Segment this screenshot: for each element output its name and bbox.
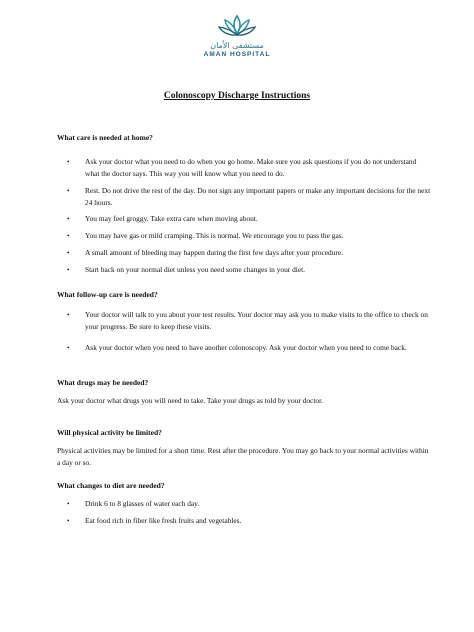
section-heading: What care is needed at home? bbox=[57, 133, 153, 142]
list-item-text: Drink 6 to 8 glasses of water each day. bbox=[85, 499, 200, 508]
bullet-icon: • bbox=[67, 517, 70, 525]
list-item-text: Your doctor will talk to you about your test results. Your doctor may ask you to make visits to the office to check on your progress. Be sure to keep these visits. bbox=[85, 310, 428, 331]
bullet-list bbox=[57, 156, 432, 276]
bullet-icon: • bbox=[67, 500, 70, 508]
lotus-logo-icon bbox=[217, 14, 257, 40]
list-item bbox=[57, 247, 432, 259]
section-diet-changes bbox=[57, 481, 432, 527]
list-item-text: Rest. Do not drive the rest of the day. Do not sign any important papers or make any important decisions for the next 24 hours. bbox=[85, 186, 431, 207]
section-text: Physical activities may be limited for a short time. Rest after the procedure. You may go back to your normal activities within a day or so. bbox=[57, 446, 429, 467]
list-item bbox=[57, 515, 432, 527]
bullet-icon: • bbox=[67, 311, 70, 319]
bullet-icon: • bbox=[67, 187, 70, 195]
list-item bbox=[57, 213, 432, 225]
section-follow-up-care bbox=[57, 290, 432, 354]
section-heading: What follow-up care is needed? bbox=[57, 290, 158, 299]
list-item-text: A small amount of bleeding may happen during the first few days after your procedure. bbox=[85, 248, 343, 257]
list-item bbox=[57, 185, 432, 209]
bullet-list bbox=[57, 498, 432, 527]
section-care-at-home bbox=[57, 133, 432, 276]
bullet-list bbox=[57, 309, 432, 354]
list-item-text: You may feel groggy. Take extra care when moving about. bbox=[85, 214, 258, 223]
bullet-icon: • bbox=[67, 158, 70, 166]
list-item bbox=[57, 342, 432, 354]
list-item bbox=[57, 156, 432, 180]
list-item-text: You may have gas or mild cramping. This is normal. We encourage you to pass the gas. bbox=[85, 231, 344, 240]
section-heading: What drugs may be needed? bbox=[57, 378, 149, 387]
list-item-text: Eat food rich in fiber like fresh fruits and vegetables. bbox=[85, 516, 242, 525]
list-item bbox=[57, 230, 432, 242]
hospital-logo bbox=[0, 14, 474, 59]
bullet-icon: • bbox=[67, 344, 70, 352]
list-item bbox=[57, 264, 432, 276]
bullet-icon: • bbox=[67, 249, 70, 257]
section-heading: Will physical activity be limited? bbox=[57, 428, 162, 437]
list-item-text: Start back on your normal diet unless you need some changes in your diet. bbox=[85, 265, 306, 274]
list-item bbox=[57, 309, 432, 333]
document-title: Colonoscopy Discharge Instructions bbox=[163, 91, 311, 101]
list-item-text: Ask your doctor when you need to have another colonoscopy. Ask your doctor when you need to come back. bbox=[85, 343, 407, 352]
list-item bbox=[57, 498, 432, 510]
section-text: Ask your doctor what drugs you will need to take. Take your drugs as told by your doctor. bbox=[57, 396, 323, 405]
list-item-text: Ask your doctor what you need to do when you go home. Make sure you ask questions if you do not understand what the doctor says. This way you will know what you need to do. bbox=[85, 157, 417, 178]
bullet-icon: • bbox=[67, 232, 70, 240]
logo-arabic-name: مستشفى الأمان bbox=[210, 41, 264, 50]
section-drugs bbox=[57, 378, 432, 407]
bullet-icon: • bbox=[67, 266, 70, 274]
logo-english-name: AMAN HOSPITAL bbox=[203, 51, 271, 58]
section-physical-activity bbox=[57, 428, 432, 469]
section-heading: What changes to diet are needed? bbox=[57, 481, 165, 490]
bullet-icon: • bbox=[67, 215, 70, 223]
